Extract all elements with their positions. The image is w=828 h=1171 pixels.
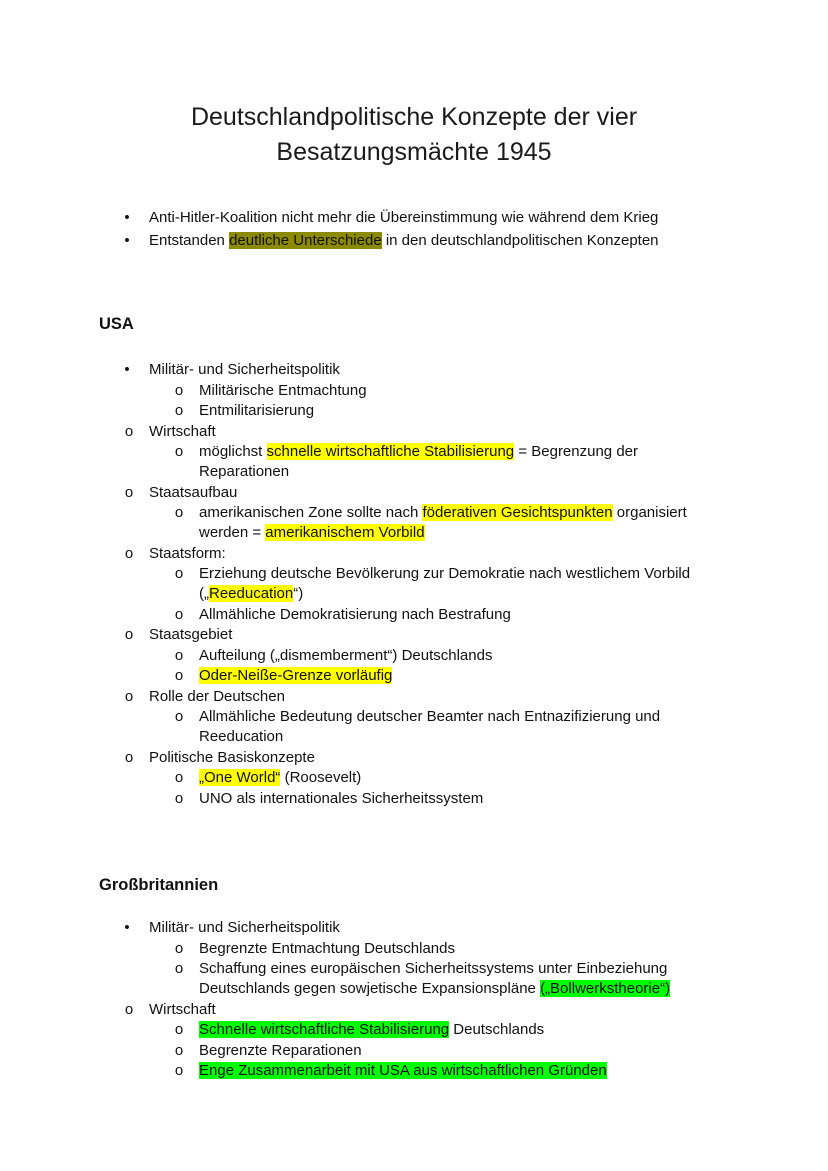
circle-marker: o — [174, 402, 184, 419]
list-item: Allmähliche Demokratisierung nach Bestrafung — [199, 606, 511, 623]
section-heading-gb: Großbritannien — [99, 876, 219, 894]
list-item-continuation — [199, 979, 670, 999]
highlight-yellow: „One World“ — [199, 769, 281, 786]
list-item: Aufteilung („dismemberment“) Deutschlands — [199, 647, 493, 664]
highlight-green: Schnelle wirtschaftliche Stabilisierung — [199, 1021, 450, 1038]
circle-marker: o — [174, 960, 184, 977]
text: “) — [293, 585, 304, 602]
list-item — [199, 1061, 607, 1081]
circle-marker: o — [174, 1062, 184, 1079]
page-title — [0, 100, 828, 170]
text: organisiert — [612, 504, 687, 521]
circle-marker: o — [174, 565, 184, 582]
circle-marker: o — [124, 688, 134, 705]
list-item-continuation — [199, 584, 303, 604]
circle-marker: o — [174, 667, 184, 684]
list-item: Schaffung eines europäischen Sicherheitssystems unter Einbeziehung — [199, 960, 668, 977]
list-item: Rolle der Deutschen — [149, 688, 285, 705]
highlight-yellow: Oder-Neiße-Grenze vorläufig — [199, 667, 393, 684]
highlight-yellow: amerikanischem Vorbild — [265, 524, 425, 541]
list-item: Entmilitarisierung — [199, 402, 315, 419]
list-item — [199, 666, 392, 686]
circle-marker: o — [174, 940, 184, 957]
circle-marker: o — [174, 1021, 184, 1038]
text: = Begrenzung der — [514, 443, 638, 460]
list-item: UNO als internationales Sicherheitssystem — [199, 790, 484, 807]
circle-marker: o — [174, 504, 184, 521]
circle-marker: o — [174, 647, 184, 664]
text: Deutschlands gegen sowjetische Expansionspläne — [199, 980, 541, 997]
section-heading-usa: USA — [99, 315, 134, 333]
circle-marker: o — [124, 749, 134, 766]
list-item: Staatsaufbau — [149, 484, 238, 501]
bullet-marker: • — [124, 361, 130, 378]
list-item: Militärische Entmachtung — [199, 382, 367, 399]
highlight-yellow: föderativen Gesichtspunkten — [422, 504, 613, 521]
highlight-green: Enge Zusammenarbeit mit USA aus wirtschaftlichen Gründen — [199, 1062, 607, 1079]
bullet-marker: • — [124, 209, 130, 226]
text: („ — [199, 585, 209, 602]
list-item: Erziehung deutsche Bevölkerung zur Demokratie nach westlichem Vorbild — [199, 565, 691, 582]
text: werden = — [199, 524, 266, 541]
circle-marker: o — [124, 545, 134, 562]
list-item: Militär- und Sicherheitspolitik — [149, 919, 340, 936]
circle-marker: o — [174, 1042, 184, 1059]
bullet-marker: • — [124, 232, 130, 249]
list-item: Militär- und Sicherheitspolitik — [149, 361, 340, 378]
text: möglichst — [199, 443, 267, 460]
circle-marker: o — [124, 1001, 134, 1018]
text: (Roosevelt) — [280, 769, 362, 786]
list-item-continuation: Reeducation — [199, 728, 284, 745]
intro-item-2-text-end: in den deutschlandpolitischen Konzepten — [381, 232, 659, 249]
highlight-olive: deutliche Unterschiede — [229, 232, 382, 249]
circle-marker: o — [174, 769, 184, 786]
list-item: Wirtschaft — [149, 423, 216, 440]
list-item: Staatsgebiet — [149, 626, 233, 643]
intro-item-2 — [149, 231, 659, 251]
list-item — [199, 768, 361, 788]
list-item: Begrenzte Entmachtung Deutschlands — [199, 940, 455, 957]
circle-marker: o — [174, 382, 184, 399]
circle-marker: o — [174, 790, 184, 807]
page-title-line-1: Deutschlandpolitische Konzepte der vier — [190, 103, 638, 131]
list-item — [199, 503, 687, 523]
circle-marker: o — [124, 423, 134, 440]
circle-marker: o — [174, 443, 184, 460]
list-item: Politische Basiskonzepte — [149, 749, 315, 766]
highlight-green: („Bollwerkstheorie“) — [540, 980, 671, 997]
list-item: Allmähliche Bedeutung deutscher Beamter nach Entnazifizierung und — [199, 708, 661, 725]
intro-item-2-text: Entstanden — [149, 232, 230, 249]
highlight-yellow: schnelle wirtschaftliche Stabilisierung — [266, 443, 515, 460]
circle-marker: o — [174, 606, 184, 623]
page-title-line-2: Besatzungsmächte 1945 — [276, 138, 552, 166]
circle-marker: o — [174, 708, 184, 725]
intro-item-1: Anti-Hitler-Koalition nicht mehr die Übereinstimmung wie während dem Krieg — [149, 209, 659, 226]
list-item-continuation — [199, 523, 425, 543]
highlight-yellow: Reeducation — [209, 585, 294, 602]
list-item: Begrenzte Reparationen — [199, 1042, 362, 1059]
text: Deutschlands — [449, 1021, 545, 1038]
bullet-marker: • — [124, 919, 130, 936]
list-item — [199, 442, 638, 462]
text: amerikanischen Zone sollte nach — [199, 504, 423, 521]
list-item: Staatsform: — [149, 545, 226, 562]
list-item-continuation: Reparationen — [199, 463, 290, 480]
list-item: Wirtschaft — [149, 1001, 216, 1018]
circle-marker: o — [124, 626, 134, 643]
circle-marker: o — [124, 484, 134, 501]
list-item — [199, 1020, 544, 1040]
